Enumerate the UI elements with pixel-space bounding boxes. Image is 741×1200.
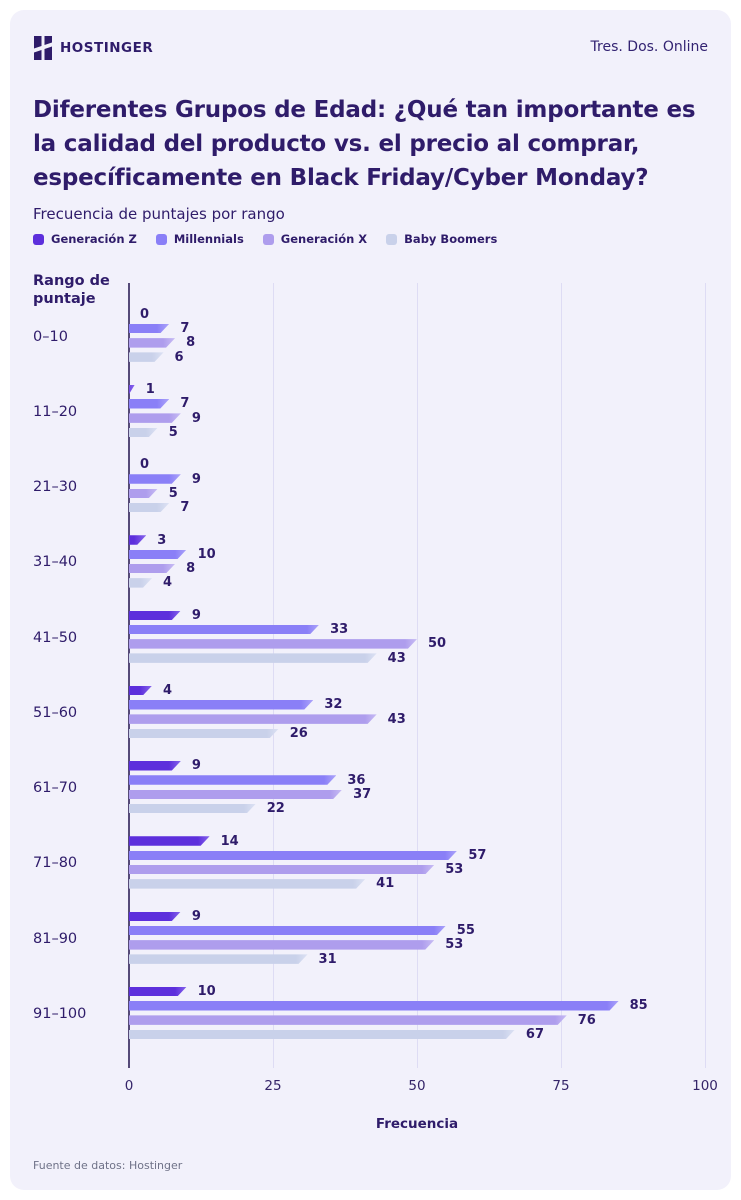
bar <box>129 940 434 950</box>
bar <box>129 625 319 635</box>
legend-item <box>33 232 137 246</box>
bar <box>129 428 158 438</box>
bar-row <box>129 772 729 788</box>
bar <box>129 352 164 362</box>
x-tick-label: 75 <box>552 1078 570 1094</box>
value-label: 7 <box>180 500 190 516</box>
bar-row <box>129 321 729 337</box>
bar-row <box>129 396 729 412</box>
bar <box>129 879 365 889</box>
value-label: 67 <box>525 1026 544 1042</box>
bar-row <box>129 951 729 967</box>
bar-row <box>129 622 729 638</box>
value-label: 9 <box>191 471 201 487</box>
bar <box>129 535 146 545</box>
bar-group <box>33 306 729 367</box>
value-label: 4 <box>163 575 173 591</box>
bar-row <box>129 998 729 1014</box>
value-label: 50 <box>428 636 447 652</box>
bar <box>129 775 336 785</box>
legend-label: Generación X <box>280 232 368 246</box>
legend-label: Baby Boomers <box>404 232 498 246</box>
bar <box>129 489 158 499</box>
bar-row <box>129 424 729 440</box>
legend-swatch-icon <box>156 234 167 245</box>
bar <box>129 413 181 423</box>
bar-row <box>129 908 729 924</box>
bar <box>129 714 377 724</box>
bar <box>129 578 152 588</box>
bar-row <box>129 876 729 892</box>
brand-name: HOSTINGER <box>60 40 154 56</box>
category-label: 91–100 <box>33 1005 87 1022</box>
bar <box>129 954 308 964</box>
bar-row <box>129 984 729 999</box>
bar <box>129 761 181 771</box>
bar <box>129 503 169 513</box>
x-tick-label: 100 <box>692 1078 718 1094</box>
bar <box>129 987 187 997</box>
bar-row <box>129 758 729 774</box>
bar-row <box>129 833 729 849</box>
bar-row <box>129 636 729 652</box>
x-tick-label: 0 <box>124 1078 134 1094</box>
value-label: 14 <box>220 833 239 849</box>
bar <box>129 338 175 348</box>
value-label: 9 <box>191 758 201 774</box>
bar-row <box>129 1012 729 1028</box>
bar-row <box>129 711 729 727</box>
bar-group <box>33 833 729 893</box>
legend-item <box>386 232 497 246</box>
bar-row <box>129 500 729 516</box>
value-label: 37 <box>353 786 372 802</box>
bar <box>129 836 210 846</box>
bar-group <box>33 457 729 517</box>
value-label: 43 <box>387 650 406 666</box>
bar-row <box>129 575 729 591</box>
header <box>33 35 708 61</box>
bar-row <box>129 471 729 487</box>
bar-group <box>33 908 729 969</box>
legend-swatch-icon <box>263 234 274 245</box>
value-label: 36 <box>347 772 366 788</box>
bar-row <box>129 650 729 666</box>
category-label: 51–60 <box>33 704 78 721</box>
bar <box>129 804 256 814</box>
bar-row <box>129 485 729 501</box>
bar-row <box>129 410 729 426</box>
category-label: 0–10 <box>33 328 68 345</box>
value-label: 22 <box>266 801 285 817</box>
data-source: Fuente de datos: Hostinger <box>33 1159 183 1172</box>
value-label: 33 <box>330 622 349 638</box>
bar <box>129 550 187 560</box>
value-label: 9 <box>191 908 201 924</box>
value-label: 57 <box>468 847 487 863</box>
legend-label: Generación Z <box>51 232 137 246</box>
bar-row <box>129 306 729 322</box>
bar <box>129 790 342 800</box>
value-label: 41 <box>376 876 395 892</box>
value-label: 53 <box>445 937 464 953</box>
bar <box>129 865 434 875</box>
value-label: 8 <box>186 335 196 351</box>
value-label: 1 <box>145 382 155 397</box>
legend-item <box>263 232 367 246</box>
bar <box>129 611 181 621</box>
bar-row <box>129 923 729 939</box>
value-label: 9 <box>191 607 201 623</box>
value-label: 53 <box>445 862 464 878</box>
bar <box>129 474 181 484</box>
bar-row <box>129 725 729 741</box>
legend-label: Millennials <box>173 232 244 246</box>
value-label: 10 <box>197 984 216 999</box>
category-label: 11–20 <box>33 403 78 420</box>
value-label: 43 <box>387 711 406 727</box>
bar <box>129 385 135 395</box>
bar-row <box>129 607 729 623</box>
value-label: 7 <box>180 396 190 412</box>
bar-group <box>33 382 729 442</box>
category-label: 41–50 <box>33 629 78 646</box>
bar <box>129 1001 619 1011</box>
value-label: 3 <box>157 532 167 548</box>
bar-row <box>129 847 729 863</box>
bar-row <box>129 862 729 878</box>
infographic-card <box>10 10 731 1190</box>
bar-row <box>129 546 729 562</box>
value-label: 55 <box>456 923 475 939</box>
bar-row <box>129 382 729 397</box>
bar <box>129 1015 567 1025</box>
value-label: 32 <box>324 697 343 713</box>
bar <box>129 729 279 739</box>
bar-row <box>129 561 729 577</box>
bar <box>129 851 457 861</box>
legend <box>33 232 497 246</box>
y-axis-title: Rango de puntaje <box>33 273 110 307</box>
category-label: 21–30 <box>33 479 78 495</box>
value-label: 8 <box>186 561 196 577</box>
value-label: 7 <box>180 321 190 337</box>
value-label: 31 <box>318 951 337 967</box>
bar-group <box>33 984 729 1044</box>
value-label: 6 <box>174 349 184 365</box>
bar-row <box>129 349 729 365</box>
page-title: Diferentes Grupos de Edad: ¿Qué tan importante es la calidad del producto vs. el precio al comprar, específicamente en Black Friday/Cyber Monday? <box>33 97 696 191</box>
bar-row <box>129 801 729 817</box>
chart-subtitle: Frecuencia de puntajes por rango <box>33 205 285 223</box>
header-tagline: Tres. Dos. Online <box>590 39 708 55</box>
value-label: 5 <box>168 424 178 440</box>
legend-item <box>156 232 244 246</box>
value-label: 0 <box>140 306 150 322</box>
bar <box>129 639 417 649</box>
hostinger-logo-icon <box>33 36 53 60</box>
bar-row <box>129 697 729 713</box>
category-label: 61–70 <box>33 780 78 796</box>
bar-row <box>129 335 729 351</box>
category-label: 71–80 <box>33 855 78 872</box>
bar <box>129 1030 515 1040</box>
bar-row <box>129 457 729 473</box>
bar-row <box>129 532 729 548</box>
bar <box>129 912 181 922</box>
bar <box>129 926 446 936</box>
bar-group <box>33 683 729 743</box>
legend-swatch-icon <box>33 234 44 245</box>
bar-group <box>33 532 729 592</box>
value-label: 0 <box>140 457 150 473</box>
x-tick-label: 50 <box>408 1078 426 1094</box>
x-axis-title: Frecuencia <box>375 1116 459 1132</box>
x-tick-label: 25 <box>264 1078 282 1094</box>
bar-group <box>33 607 729 668</box>
legend-swatch-icon <box>386 234 397 245</box>
bar <box>129 700 313 710</box>
bar <box>129 653 377 663</box>
value-label: 4 <box>163 683 173 698</box>
value-label: 26 <box>289 725 308 741</box>
bar <box>129 324 169 334</box>
value-label: 10 <box>197 546 216 562</box>
bar <box>129 399 169 409</box>
category-label: 31–40 <box>33 554 78 571</box>
value-label: 9 <box>191 410 201 426</box>
value-label: 76 <box>577 1012 596 1028</box>
value-label: 5 <box>168 485 178 501</box>
category-label: 81–90 <box>33 930 78 947</box>
bar <box>129 564 175 574</box>
bar-row <box>129 683 729 698</box>
bar-row <box>129 937 729 953</box>
bar-group <box>33 758 729 818</box>
bar-row <box>129 786 729 802</box>
bar <box>129 686 152 696</box>
value-label: 85 <box>629 998 648 1014</box>
bar-row <box>129 1026 729 1042</box>
